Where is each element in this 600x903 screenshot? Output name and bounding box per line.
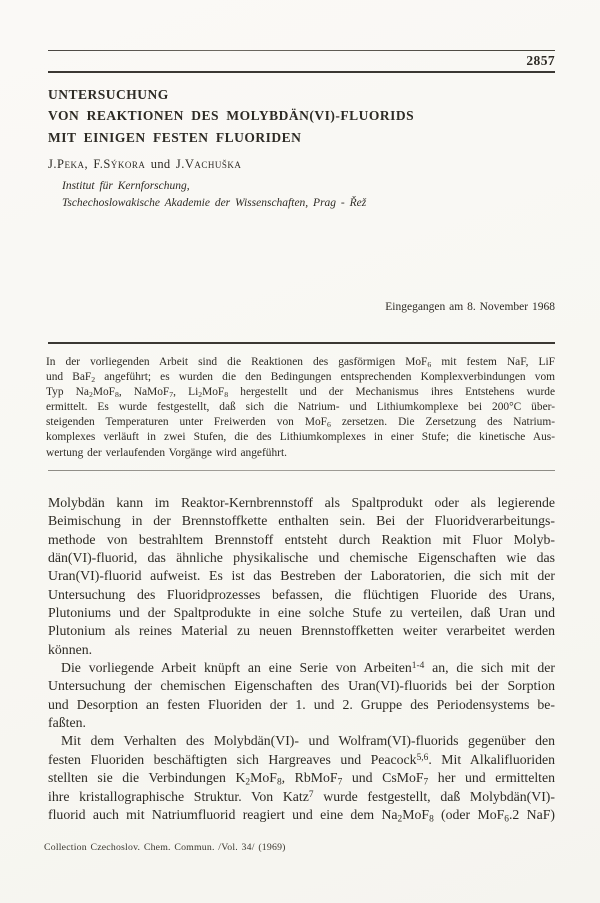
body-text xyxy=(48,494,555,824)
paragraph-2 xyxy=(48,659,555,732)
text-line: ihre kristallographische Struktur. Von Katz$^7$ wurde festgestellt, daß Molybdän(VI)- xyxy=(48,788,555,804)
text-line: stellten sie die Verbindungen $K_2MoF_8$, RbMoF$_7$ und CsMoF$_7$ her und ermittelten xyxy=(48,770,556,788)
text-line: und BaF$_2$ angeführt; es wurden die den Bedingungen entsprechenden Komplexverbindungen vom xyxy=(46,371,556,385)
text-line: Uran(VI)-fluorid aufweist. Es ist das Bestreben der Laboratorien, die sich mit der xyxy=(48,568,555,584)
abstract-text xyxy=(46,355,555,461)
text-line: komplexes verläuft in zwei Stufen, die des Lithiumkomplexes in einer Stufe; die kinetische Aus- xyxy=(46,431,555,444)
text-line: Institut für Kernforschung, xyxy=(62,180,190,192)
text-line: Molybdän kann im Reaktor-Kernbrennstoff als Spaltprodukt oder als legierende xyxy=(48,495,555,510)
text-line: MIT EINIGEN FESTEN FLUORIDEN xyxy=(48,129,302,145)
header-rule-thick xyxy=(48,71,555,73)
text-line: und Desorption an festen Fluoriden der 1. und 2. Gruppe des Periodensystems be- xyxy=(48,696,555,712)
abstract-rule-top xyxy=(48,342,555,344)
text-line: Die vorliegende Arbeit knüpft an eine Serie von Arbeiten$^{1-4}$ an, die sich mit der xyxy=(61,660,555,676)
text-line: faßten. xyxy=(48,715,86,731)
text-line: Untersuchung der chemischen Eigenschaften des Uran(VI)-fluorids bei der Sorption xyxy=(48,678,555,694)
text-line: Untersuchung des Fluoridprozesses befassen, die flüchtigen Fluoride des Urans, xyxy=(48,586,555,602)
header-rule-thin xyxy=(48,50,555,51)
paragraph-3 xyxy=(48,732,555,824)
article-title xyxy=(48,84,555,148)
text-line: wertung der verlaufenden Vorgänge wird angeführt. xyxy=(46,446,287,459)
abstract-rule-bottom xyxy=(48,470,555,471)
text-line: Tschechoslowakische Akademie der Wissenschaften, Prag - Řež xyxy=(62,196,367,209)
text-line: Mit dem Verhalten des Molybdän(VI)- und Wolfram(VI)-fluorids gegenüber den xyxy=(61,733,555,749)
footer-citation: Collection Czechoslov. Chem. Commun. /Vol. 34/ (1969) xyxy=(44,842,286,853)
authors-line: J.Peka, F.Sýkora und J.Vachuška xyxy=(48,157,242,171)
page-number: 2857 xyxy=(526,53,555,68)
text-line: Plutonium als reines Material zu neuen Brennstoffketten weiter verarbeitet werden xyxy=(48,623,555,639)
text-line: methode von bestrahltem Brennstoff entsteht durch Reaktion mit Fluor Molyb- xyxy=(48,531,555,547)
affiliation xyxy=(62,178,555,211)
text-line: In der vorliegenden Arbeit sind die Reaktionen des gasförmigen MoF$_6$ mit festem NaF, LiF xyxy=(46,356,556,369)
text-line: können. xyxy=(48,641,93,657)
received-date: Eingegangen am 8. November 1968 xyxy=(385,301,555,313)
text-line: steigenden Temperaturen unter Freiwerden von MoF$_6$ zersetzen. Die Zersetzung des Natrium- xyxy=(46,416,555,430)
text-line: Beimischung in der Brennstoffkette enthalten sein. Bei der Fluoridverarbeitungs- xyxy=(48,513,555,529)
text-line: Plutoniums und der Spaltprodukte in eine solche Stufe zu verteilen, daß Uran und xyxy=(48,605,555,621)
text-line: dän(VI)-fluorid, das ähnliche physikalische und chemische Eigenschaften wie das xyxy=(48,550,555,566)
text-line: fluorid auch mit Natriumfluorid reagiert und eine dem $Na_2MoF_8$ (oder MoF$_6$.2 NaF) xyxy=(48,806,555,825)
text-line: UNTERSUCHUNG xyxy=(48,87,169,102)
text-line: Typ $Na_2MoF_8$, NaMoF$_7$, $Li_2MoF_8$ hergestellt und der Mechanismus ihres Entstehens wurde xyxy=(46,386,556,400)
text-line: ermittelt. Es wurde festgestellt, daß sich die Natrium- und Lithiumkomplexe bei 200°C über- xyxy=(46,401,555,414)
text-line: festen Fluoriden beschäftigten sich Hargreaves und Peacock$^{5,6}$. Mit Alkalifluoriden xyxy=(48,751,555,767)
text-line: VON REAKTIONEN DES MOLYBDÄN(VI)-FLUORIDS xyxy=(48,108,415,124)
paragraph-1 xyxy=(48,494,555,659)
